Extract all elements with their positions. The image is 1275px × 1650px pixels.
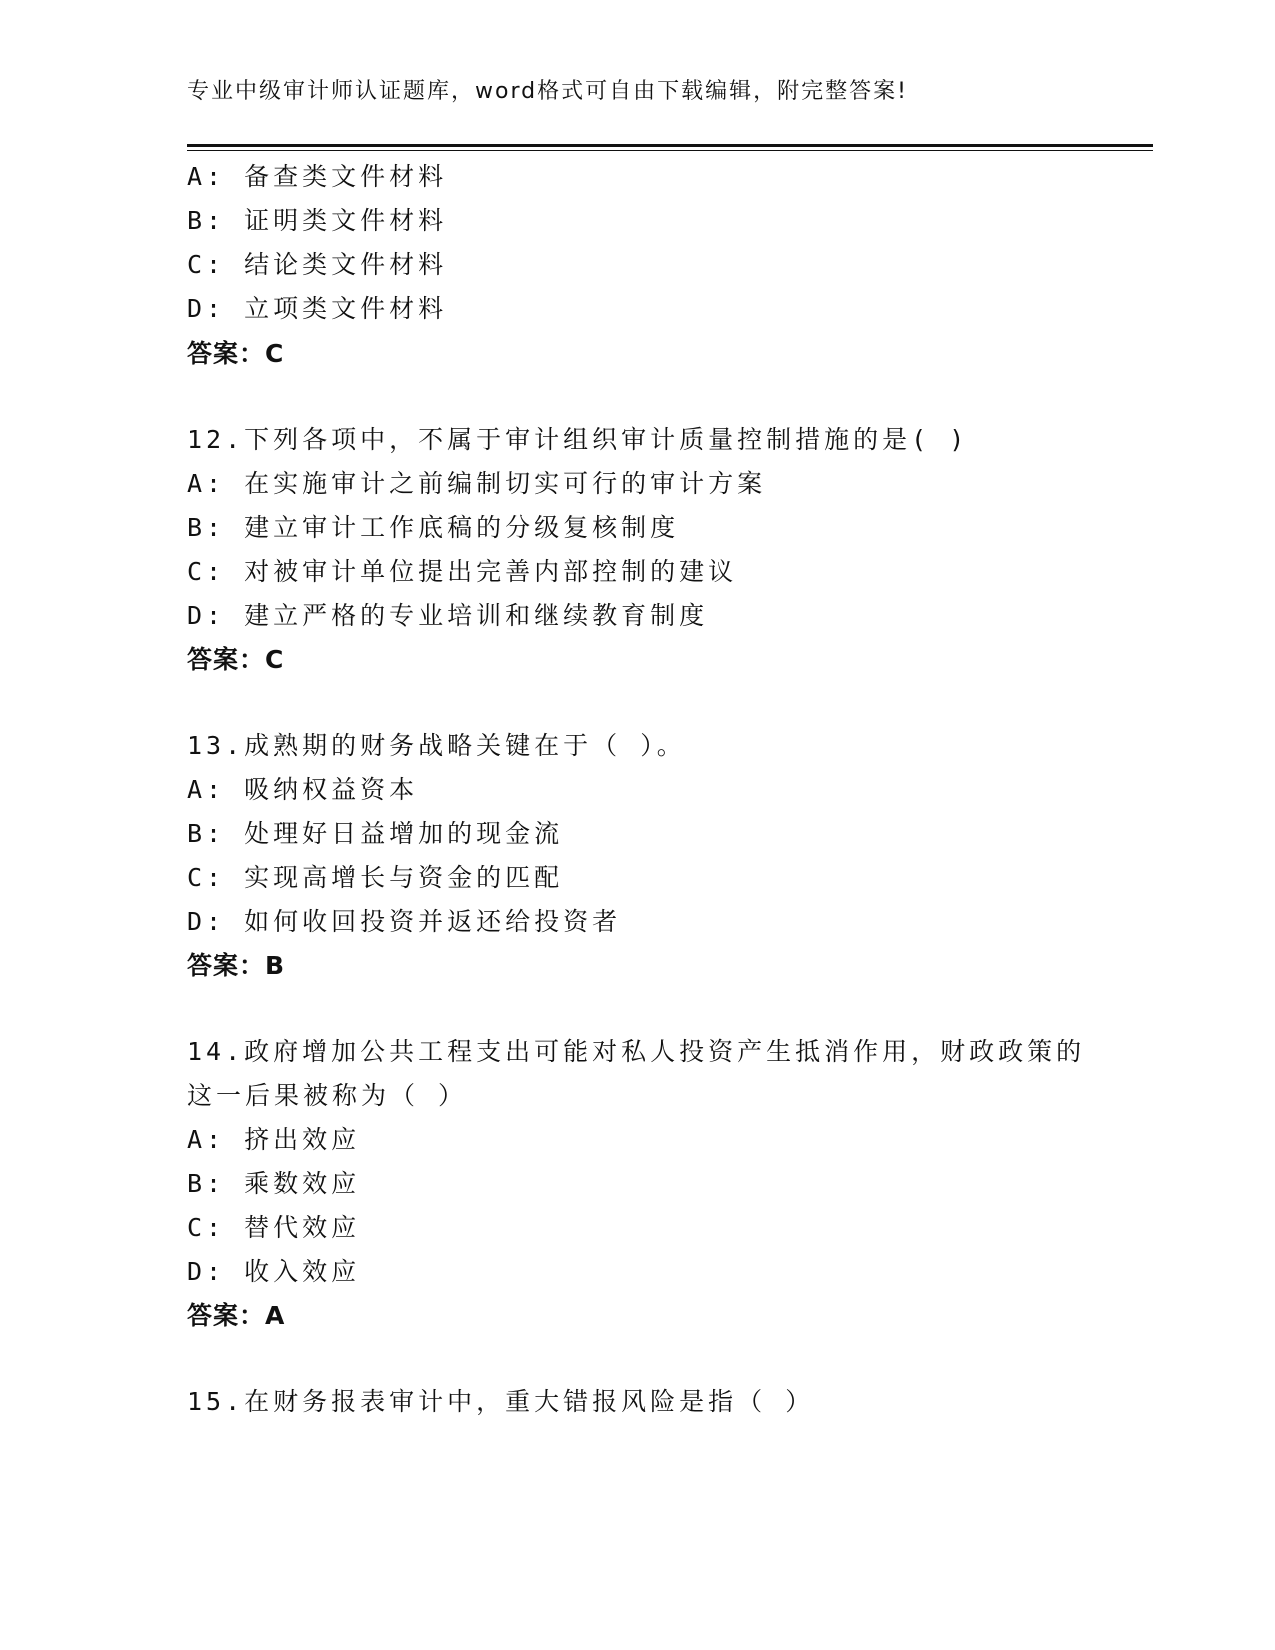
q12-option-b: B: 建立审计工作底稿的分级复核制度	[187, 513, 680, 542]
q11-option-b: B: 证明类文件材料	[187, 206, 448, 235]
q14-stem-line1: 14.政府增加公共工程支出可能对私人投资产生抵消作用，财政政策的	[187, 1037, 1086, 1066]
q13-stem: 13.成熟期的财务战略关键在于（ ）。	[187, 731, 686, 760]
q13-answer: 答案：B	[187, 951, 286, 980]
q12-option-d: D: 建立严格的专业培训和继续教育制度	[187, 601, 709, 630]
q14-answer: 答案：A	[187, 1301, 286, 1330]
q12-option-a: A: 在实施审计之前编制切实可行的审计方案	[187, 469, 767, 498]
q15-stem: 15.在财务报表审计中，重大错报风险是指（ ）	[187, 1387, 815, 1416]
q13-option-c: C: 实现高增长与资金的匹配	[187, 863, 564, 892]
q12-stem: 12.下列各项中，不属于审计组织审计质量控制措施的是( )	[187, 425, 969, 454]
q13-option-d: D: 如何收回投资并返还给投资者	[187, 907, 622, 936]
q12-option-c: C: 对被审计单位提出完善内部控制的建议	[187, 557, 738, 586]
q14-option-b: B: 乘数效应	[187, 1169, 361, 1198]
q12-answer: 答案：C	[187, 645, 285, 674]
header-rule-thin	[187, 150, 1153, 151]
q11-option-c: C: 结论类文件材料	[187, 250, 448, 279]
q11-option-a: A: 备查类文件材料	[187, 162, 448, 191]
q11-answer: 答案：C	[187, 339, 285, 368]
q14-option-d: D: 收入效应	[187, 1257, 361, 1286]
page-header: 专业中级审计师认证题库，word格式可自由下载编辑，附完整答案!	[187, 79, 908, 104]
q11-option-d: D: 立项类文件材料	[187, 294, 448, 323]
q14-option-a: A: 挤出效应	[187, 1125, 361, 1154]
q13-option-b: B: 处理好日益增加的现金流	[187, 819, 564, 848]
q13-option-a: A: 吸纳权益资本	[187, 775, 419, 804]
header-rule-thick	[187, 144, 1153, 147]
q14-stem-line2: 这一后果被称为（ ）	[187, 1081, 468, 1110]
q14-option-c: C: 替代效应	[187, 1213, 361, 1242]
